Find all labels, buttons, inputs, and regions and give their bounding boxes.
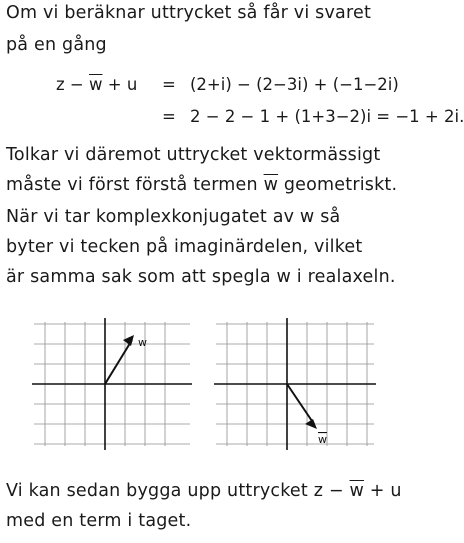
figure-w — [32, 318, 192, 450]
equation-equals-1: = — [162, 75, 176, 94]
intro-line-2: på en gång — [6, 35, 107, 55]
equation-rhs-2: 2 − 2 − 1 + (1+3−2)i = −1 + 2i. — [190, 107, 464, 126]
paragraph-line-1: Tolkar vi däremot uttrycket vektormässigt — [6, 145, 381, 165]
paragraph-line-2 — [6, 174, 397, 196]
outro-line-1 — [6, 480, 402, 502]
paragraph-line-2-post: geometriskt. — [278, 175, 398, 195]
intro-line-1: Om vi beräknar uttrycket så får vi svaret — [6, 3, 372, 23]
minus-sign: − — [64, 75, 89, 94]
paragraph-line-4: byter vi tecken på imaginärdelen, vilket — [6, 237, 363, 257]
equation-lhs — [56, 74, 137, 96]
paragraph-line-3: När vi tar komplexkonjugatet av w så — [6, 207, 341, 227]
vector-w-label: w — [138, 336, 147, 349]
figure-w-conjugate — [214, 318, 376, 450]
vector-w-conjugate-label: w — [318, 433, 327, 446]
vector-w-conjugate-arrow — [287, 384, 317, 429]
z-symbol: z — [56, 75, 65, 94]
paragraph-line-2-pre: måste vi först förstå termen — [6, 175, 264, 195]
vector-w-arrow — [105, 335, 134, 384]
outro-line-2: med en term i taget. — [6, 511, 192, 531]
vector-w — [105, 340, 132, 384]
paragraph-line-5: är samma sak som att spegla w i realaxeln. — [6, 267, 396, 287]
outro-line-1-pre: Vi kan sedan bygga upp uttrycket z − — [6, 481, 350, 501]
equation-rhs-1: (2+i) − (2−3i) + (−1−2i) — [190, 75, 399, 94]
w-conjugate-term: $\overline{w}$ — [263, 175, 279, 195]
outro-line-1-post: + u — [364, 481, 402, 501]
equation-equals-2: = — [162, 107, 176, 126]
w-conjugate-outro: $\overline{w}$ — [349, 481, 365, 501]
plus-u: + u — [102, 75, 138, 94]
w-conjugate-symbol: $\overline{w}$ — [89, 75, 103, 94]
